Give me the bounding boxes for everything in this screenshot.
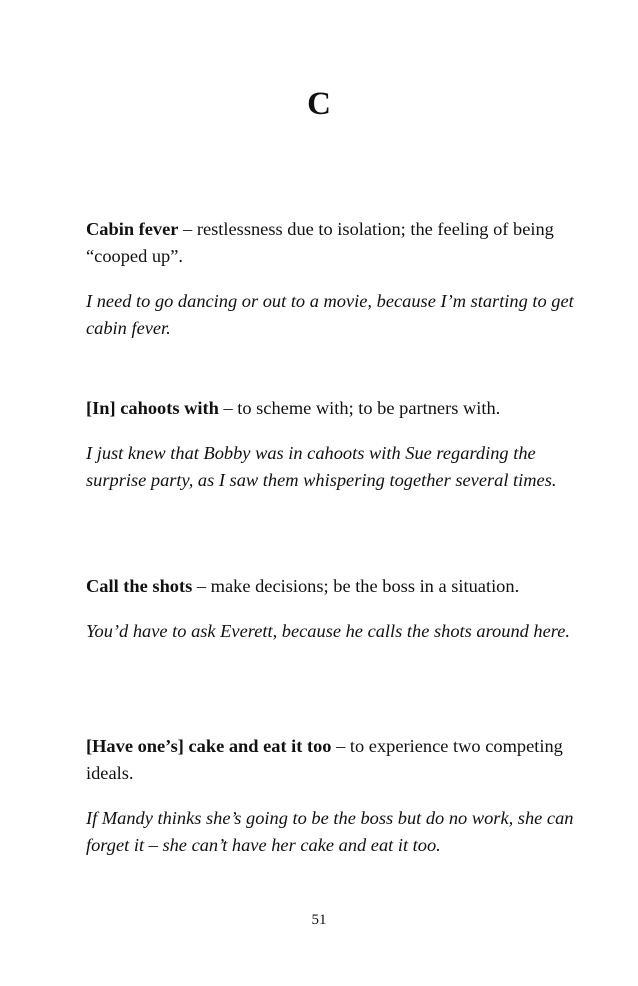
idiom-term: Cabin fever: [86, 219, 179, 239]
idiom-definition: – restlessness due to isolation; the feeling of being “cooped up”.: [86, 219, 554, 266]
idiom-definition: – make decisions; be the boss in a situation.: [192, 576, 520, 596]
idiom-entry: [86, 733, 576, 859]
idiom-example: You’d have to ask Everett, because he calls the shots around here.: [86, 621, 571, 641]
section-letter: C: [307, 86, 331, 122]
idiom-term: Call the shots: [86, 576, 193, 596]
idiom-entry: [86, 573, 576, 645]
idiom-definition-line: [86, 573, 576, 600]
idiom-definition-line: [86, 395, 576, 422]
page-number: 51: [311, 912, 327, 928]
idiom-definition: – to scheme with; to be partners with.: [218, 398, 501, 418]
idiom-entry: [86, 216, 576, 342]
idiom-example: If Mandy thinks she’s going to be the boss but do no work, she can forget it – she can’t have her cake and eat it too.: [86, 808, 574, 855]
idiom-example: I just knew that Bobby was in cahoots with Sue regarding the surprise party, as I saw them whispering together several times.: [86, 443, 557, 490]
idiom-definition-line: [86, 733, 576, 787]
idiom-definition-line: [86, 216, 576, 270]
idiom-example: I need to go dancing or out to a movie, because I’m starting to get cabin fever.: [86, 291, 574, 338]
idiom-definition: – to experience two competing ideals.: [86, 736, 563, 783]
idiom-term: [In] cahoots with: [86, 398, 219, 418]
idiom-entry: [86, 395, 576, 494]
idiom-term: [Have one’s] cake and eat it too: [86, 736, 332, 756]
